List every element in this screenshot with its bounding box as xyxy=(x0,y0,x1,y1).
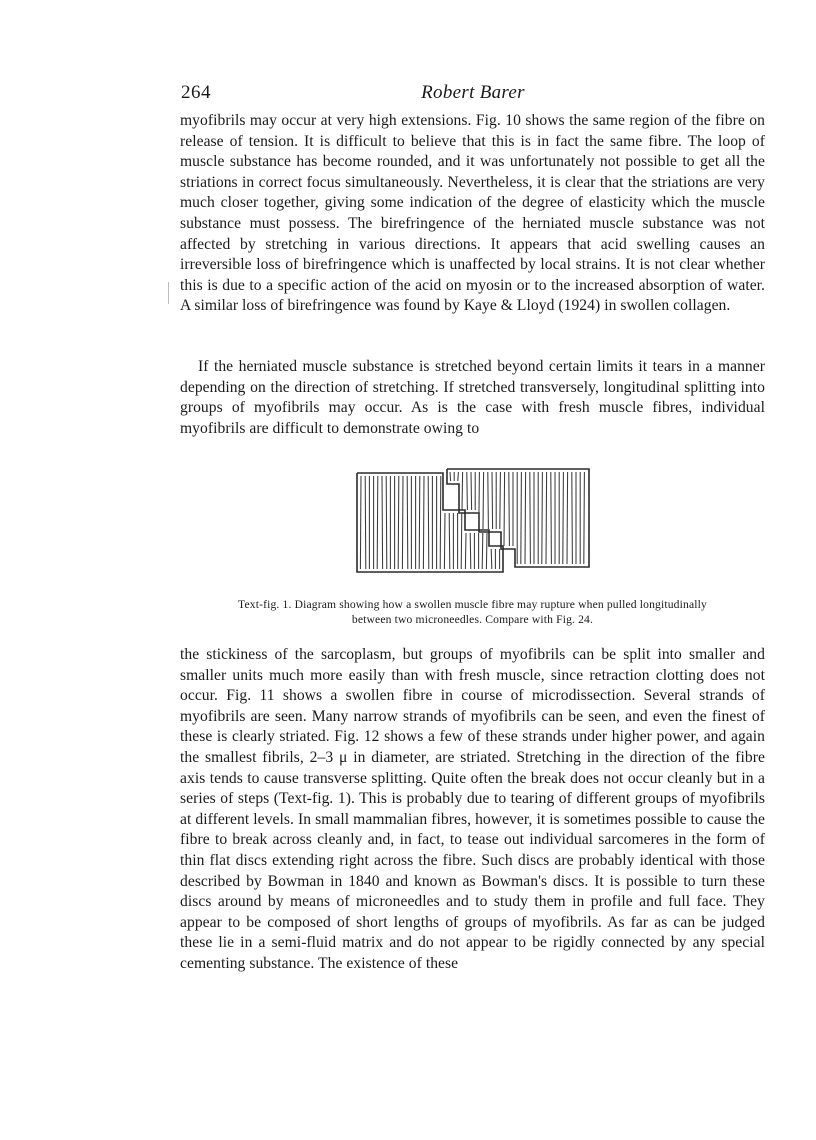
striation-line xyxy=(360,476,361,569)
striation-line xyxy=(500,472,501,529)
striation-line xyxy=(423,476,424,569)
striation-line xyxy=(572,472,573,564)
striation-line xyxy=(458,472,459,481)
striation-line xyxy=(449,513,450,569)
left-fibre-fragment xyxy=(357,473,503,572)
striation-line xyxy=(461,513,462,569)
striation-line xyxy=(462,472,463,510)
striation-line xyxy=(444,513,445,569)
striation-line xyxy=(491,549,492,569)
striation-line xyxy=(479,472,480,529)
striation-line xyxy=(483,472,484,529)
striation-line xyxy=(465,533,466,569)
striation-line xyxy=(402,476,403,569)
striation-line xyxy=(398,476,399,569)
striation-line xyxy=(486,533,487,569)
striation-line xyxy=(467,472,468,510)
striation-line xyxy=(470,533,471,569)
striation-line xyxy=(386,476,387,569)
striation-line xyxy=(521,472,522,564)
body-paragraph-1: myofibrils may occur at very high extensions. Fig. 10 shows the same region of the fibre on release of tension. It is difficult to believe that this is in fact the same fibre. The loop of muscle substance has become rounded, and it was unfortunately not possible to get all the striations in correct focus simultaneously. Nevertheless, it is clear that the striations are very much closer together, giving some indication of the degree of elasticity which the muscle substance must possess. The birefringence of the herniated muscle substance was not affected by stretching in various directions. It appears that acid swelling causes an irreversible loss of birefringence which is unaffected by local strains. It is not clear whether this is due to a specific action of the acid on myosin or to the increased absorption of water. A similar loss of birefringence was found by Kaye & Lloyd (1924) in swollen collagen. xyxy=(180,112,765,315)
striation-line xyxy=(440,476,441,569)
striation-line xyxy=(530,472,531,564)
running-author: Robert Barer xyxy=(421,82,525,103)
striation-line xyxy=(382,476,383,569)
striation-line xyxy=(551,472,552,564)
striation-line xyxy=(419,476,420,569)
striation-line xyxy=(542,472,543,564)
striation-line xyxy=(584,472,585,564)
striation-line xyxy=(563,472,564,564)
striation-line xyxy=(377,476,378,569)
striation-line xyxy=(428,476,429,569)
body-paragraph-3: the stickiness of the sarcoplasm, but groups of myofibrils can be split into smaller and smaller units much more easily than with fresh muscle, since retraction clotting does not occur. Fig. 11 shows a swollen fibre in course of microdissection. Several strands of myofibrils are seen. Many narrow strands of myofibrils can be seen, and even the finest of these is clearly striated. Fig. 12 shows a few of these strands under higher power, and again the smallest fibrils, 2–3 μ in diameter, are striated. Stretching in the direction of the fibre axis tends to cause transverse splitting. Quite often the break does not occur cleanly but in a series of steps (Text-fig. 1). This is probably due to tearing of different groups of myofibrils at different levels. In small mammalian fibres, however, it is sometimes possible to cause the fibre to break across cleanly and, in fact, to tease out individual sarcomeres in the form of thin flat discs extending right across the fibre. Such discs are probably identical with those described by Bowman in 1840 and known as Bowman's discs. It is possible to turn these discs around by means of microneedles and to study them in profile and full face. They appear to be composed of short lengths of groups of myofibrils. As far as can be judged these lie in a semi-fluid matrix and do not appear to be rigidly connected by any special cementing substance. The existence of these xyxy=(180,646,765,972)
striation-line xyxy=(450,472,451,481)
striation-line xyxy=(492,472,493,529)
striation-line xyxy=(504,472,505,546)
striation-line xyxy=(525,472,526,564)
body-paragraph-2: If the herniated muscle substance is stretched beyond certain limits it tears in a manner depending on the direction of stretching. If stretched transversely, longitudinal splitting into groups of myofibrils may occur. As is the case with fresh muscle fibres, individual myofibrils are difficult to demonstrate owing to xyxy=(180,358,765,437)
running-head xyxy=(181,82,765,108)
striation-line xyxy=(567,472,568,564)
margin-mark xyxy=(168,282,169,304)
striation-line xyxy=(407,476,408,569)
muscle-fibre-rupture-diagram-icon xyxy=(355,466,591,578)
striation-line xyxy=(482,533,483,569)
striation-line xyxy=(488,472,489,529)
figure-caption-line-2: between two microneedles. Compare with Fig. 24. xyxy=(351,613,594,626)
striation-line xyxy=(546,472,547,564)
striation-line xyxy=(365,476,366,569)
figure-caption-line-1: Text-fig. 1. Diagram showing how a swollen muscle fibre may rupture when pulled longitudinally xyxy=(238,598,707,611)
page-number: 264 xyxy=(181,82,211,103)
striation-line xyxy=(509,472,510,546)
striation-line xyxy=(471,472,472,510)
figure-caption xyxy=(180,597,765,627)
